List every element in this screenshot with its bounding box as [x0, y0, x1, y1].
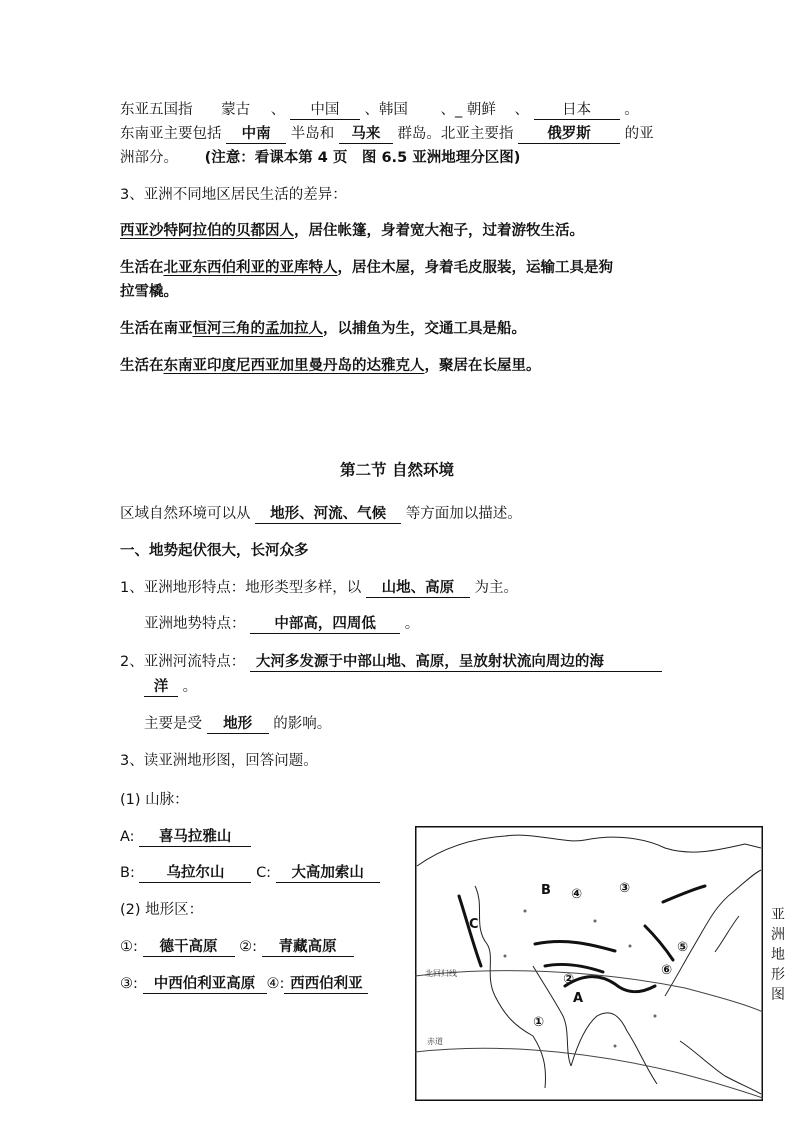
- paragraph-dayak: [120, 356, 541, 376]
- text: 、: [514, 102, 530, 118]
- text: 东南亚主要包括: [120, 126, 222, 142]
- answer-himalayas: 喜马拉雅山: [139, 828, 251, 847]
- sub-heading-mountains: (1) 山脉：: [120, 792, 189, 808]
- label-1: ①:: [120, 939, 138, 955]
- question-map: 3、读亚洲地形图，回答问题。: [120, 753, 318, 769]
- answer-elevation: 中部高，四周低: [250, 615, 400, 634]
- text: 区域自然环境可以从: [120, 506, 251, 522]
- label-a: A:: [120, 829, 135, 845]
- answer-rivers: 大河多发源于中部山地、高原，呈放射状流向周边的海: [250, 653, 662, 672]
- text: 东亚五国指: [120, 102, 193, 118]
- southeast-asia-line: [120, 124, 654, 144]
- text: 的影响。: [273, 716, 332, 732]
- map-frame: [416, 827, 763, 1101]
- east-asia-line: [120, 100, 639, 120]
- answer-tibet: 青藏高原: [262, 938, 354, 957]
- answer-deccan: 德干高原: [143, 938, 235, 957]
- text: 。: [182, 679, 198, 695]
- elevation-line: [144, 614, 419, 634]
- paragraph-bengali: [120, 319, 526, 339]
- answer-terrain: 山地、高原: [366, 579, 470, 598]
- label-c: C:: [256, 865, 272, 881]
- section-title: 第二节 自然环境: [340, 461, 454, 479]
- tropic-label: 北回归线: [425, 969, 457, 978]
- text: 。: [624, 102, 639, 118]
- paragraph-yakut: [120, 258, 613, 278]
- text: 、: [270, 102, 286, 118]
- text: 洲部分。: [120, 150, 178, 166]
- paragraph-yakut-cont: 拉雪橇。: [120, 284, 178, 300]
- marker-c: C: [469, 917, 479, 932]
- text: 半岛和: [290, 126, 335, 142]
- equator-label: 赤道: [427, 1037, 443, 1046]
- text: 2、亚洲河流特点：: [120, 654, 246, 670]
- text: ，居住木屋，身着毛皮服装，运输工具是狗: [337, 260, 613, 276]
- underlined-text: 西亚沙特阿拉伯的贝都因人: [120, 223, 294, 239]
- rivers-line-cont: [144, 677, 197, 697]
- answer-regions-line-1: [120, 937, 354, 957]
- label-2: ②:: [239, 939, 257, 955]
- marker-6: ⑥: [661, 963, 673, 978]
- text: ，以捕鱼为生，交通工具是船。: [323, 321, 526, 337]
- marker-2: ②: [563, 972, 575, 987]
- marker-1: ①: [533, 1015, 545, 1030]
- text: 、韩国: [364, 102, 408, 118]
- answer-china: 中国: [290, 101, 360, 120]
- answer-malay: 马来: [339, 125, 393, 144]
- heading-1: 一、地势起伏很大，长河众多: [120, 543, 309, 559]
- text: 。: [404, 616, 420, 632]
- text: ，居住帐篷，身着宽大袍子，过着游牧生活。: [294, 223, 584, 239]
- label-4: ④:: [266, 976, 285, 992]
- marker-4: ④: [571, 887, 583, 902]
- label-b: B:: [120, 865, 135, 881]
- marker-b: B: [541, 883, 551, 898]
- underlined-text: 恒河三角的孟加拉人: [192, 321, 323, 337]
- marker-5: ⑤: [677, 940, 689, 955]
- intro-line: [120, 504, 522, 524]
- text: 为主。: [474, 580, 518, 596]
- text: 亚洲地势特点：: [144, 616, 246, 632]
- underlined-text: 北亚东西伯利亚的亚库特人: [163, 260, 338, 276]
- answer-rivers-cont: 洋: [144, 678, 178, 697]
- text: ，聚居在长屋里。: [424, 358, 541, 374]
- text: 生活在南亚: [120, 321, 193, 337]
- answer-russia: 俄罗斯: [518, 125, 620, 144]
- map-caption: 亚洲地形图: [771, 907, 785, 1003]
- text: 1、亚洲地形特点：地形类型多样，以: [120, 580, 362, 596]
- marker-3: ③: [619, 881, 631, 896]
- answer-caucasus: 大高加索山: [276, 864, 380, 883]
- answer-zhongnan: 中南: [226, 125, 286, 144]
- marker-a: A: [573, 991, 584, 1006]
- sub-heading-regions: (2) 地形区：: [120, 902, 204, 918]
- answer-central-siberia: 中西伯利亚高原: [143, 975, 267, 994]
- underlined-text: 东南亚印度尼西亚加里曼丹岛的达雅克人: [163, 358, 425, 374]
- terrain-features-line: [120, 578, 518, 598]
- text: 等方面加以描述。: [405, 506, 522, 522]
- north-asia-line: [120, 148, 520, 168]
- text: 主要是受: [144, 716, 202, 732]
- text: 、_ 朝鲜: [440, 102, 496, 118]
- answer-urals: 乌拉尔山: [139, 864, 251, 883]
- asia-terrain-map: [415, 826, 763, 1101]
- answer-aspects: 地形、河流、气候: [255, 505, 401, 524]
- answer-west-siberia: 西西伯利亚: [284, 975, 368, 994]
- text: 生活在: [120, 358, 164, 374]
- answer-a-line: [120, 827, 251, 847]
- paragraph-bedouin: [120, 221, 584, 241]
- question-3-heading: 3、亚洲不同地区居民生活的差异：: [120, 187, 347, 203]
- label-3: ③:: [120, 976, 138, 992]
- answer-japan: 日本: [534, 101, 620, 120]
- answer-regions-line-2: [120, 974, 368, 994]
- answer-bc-line: [120, 863, 380, 883]
- text: 生活在: [120, 260, 164, 276]
- text: 的亚: [624, 126, 654, 142]
- answer-influence: 地形: [207, 715, 269, 734]
- note: (注意：看课本第 4 页 图 6.5 亚洲地理分区图): [204, 150, 521, 166]
- rivers-line: [120, 652, 662, 672]
- influence-line: [144, 714, 331, 734]
- answer-mongolia: 蒙古: [221, 102, 251, 118]
- text: 群岛。北亚主要指: [397, 126, 514, 142]
